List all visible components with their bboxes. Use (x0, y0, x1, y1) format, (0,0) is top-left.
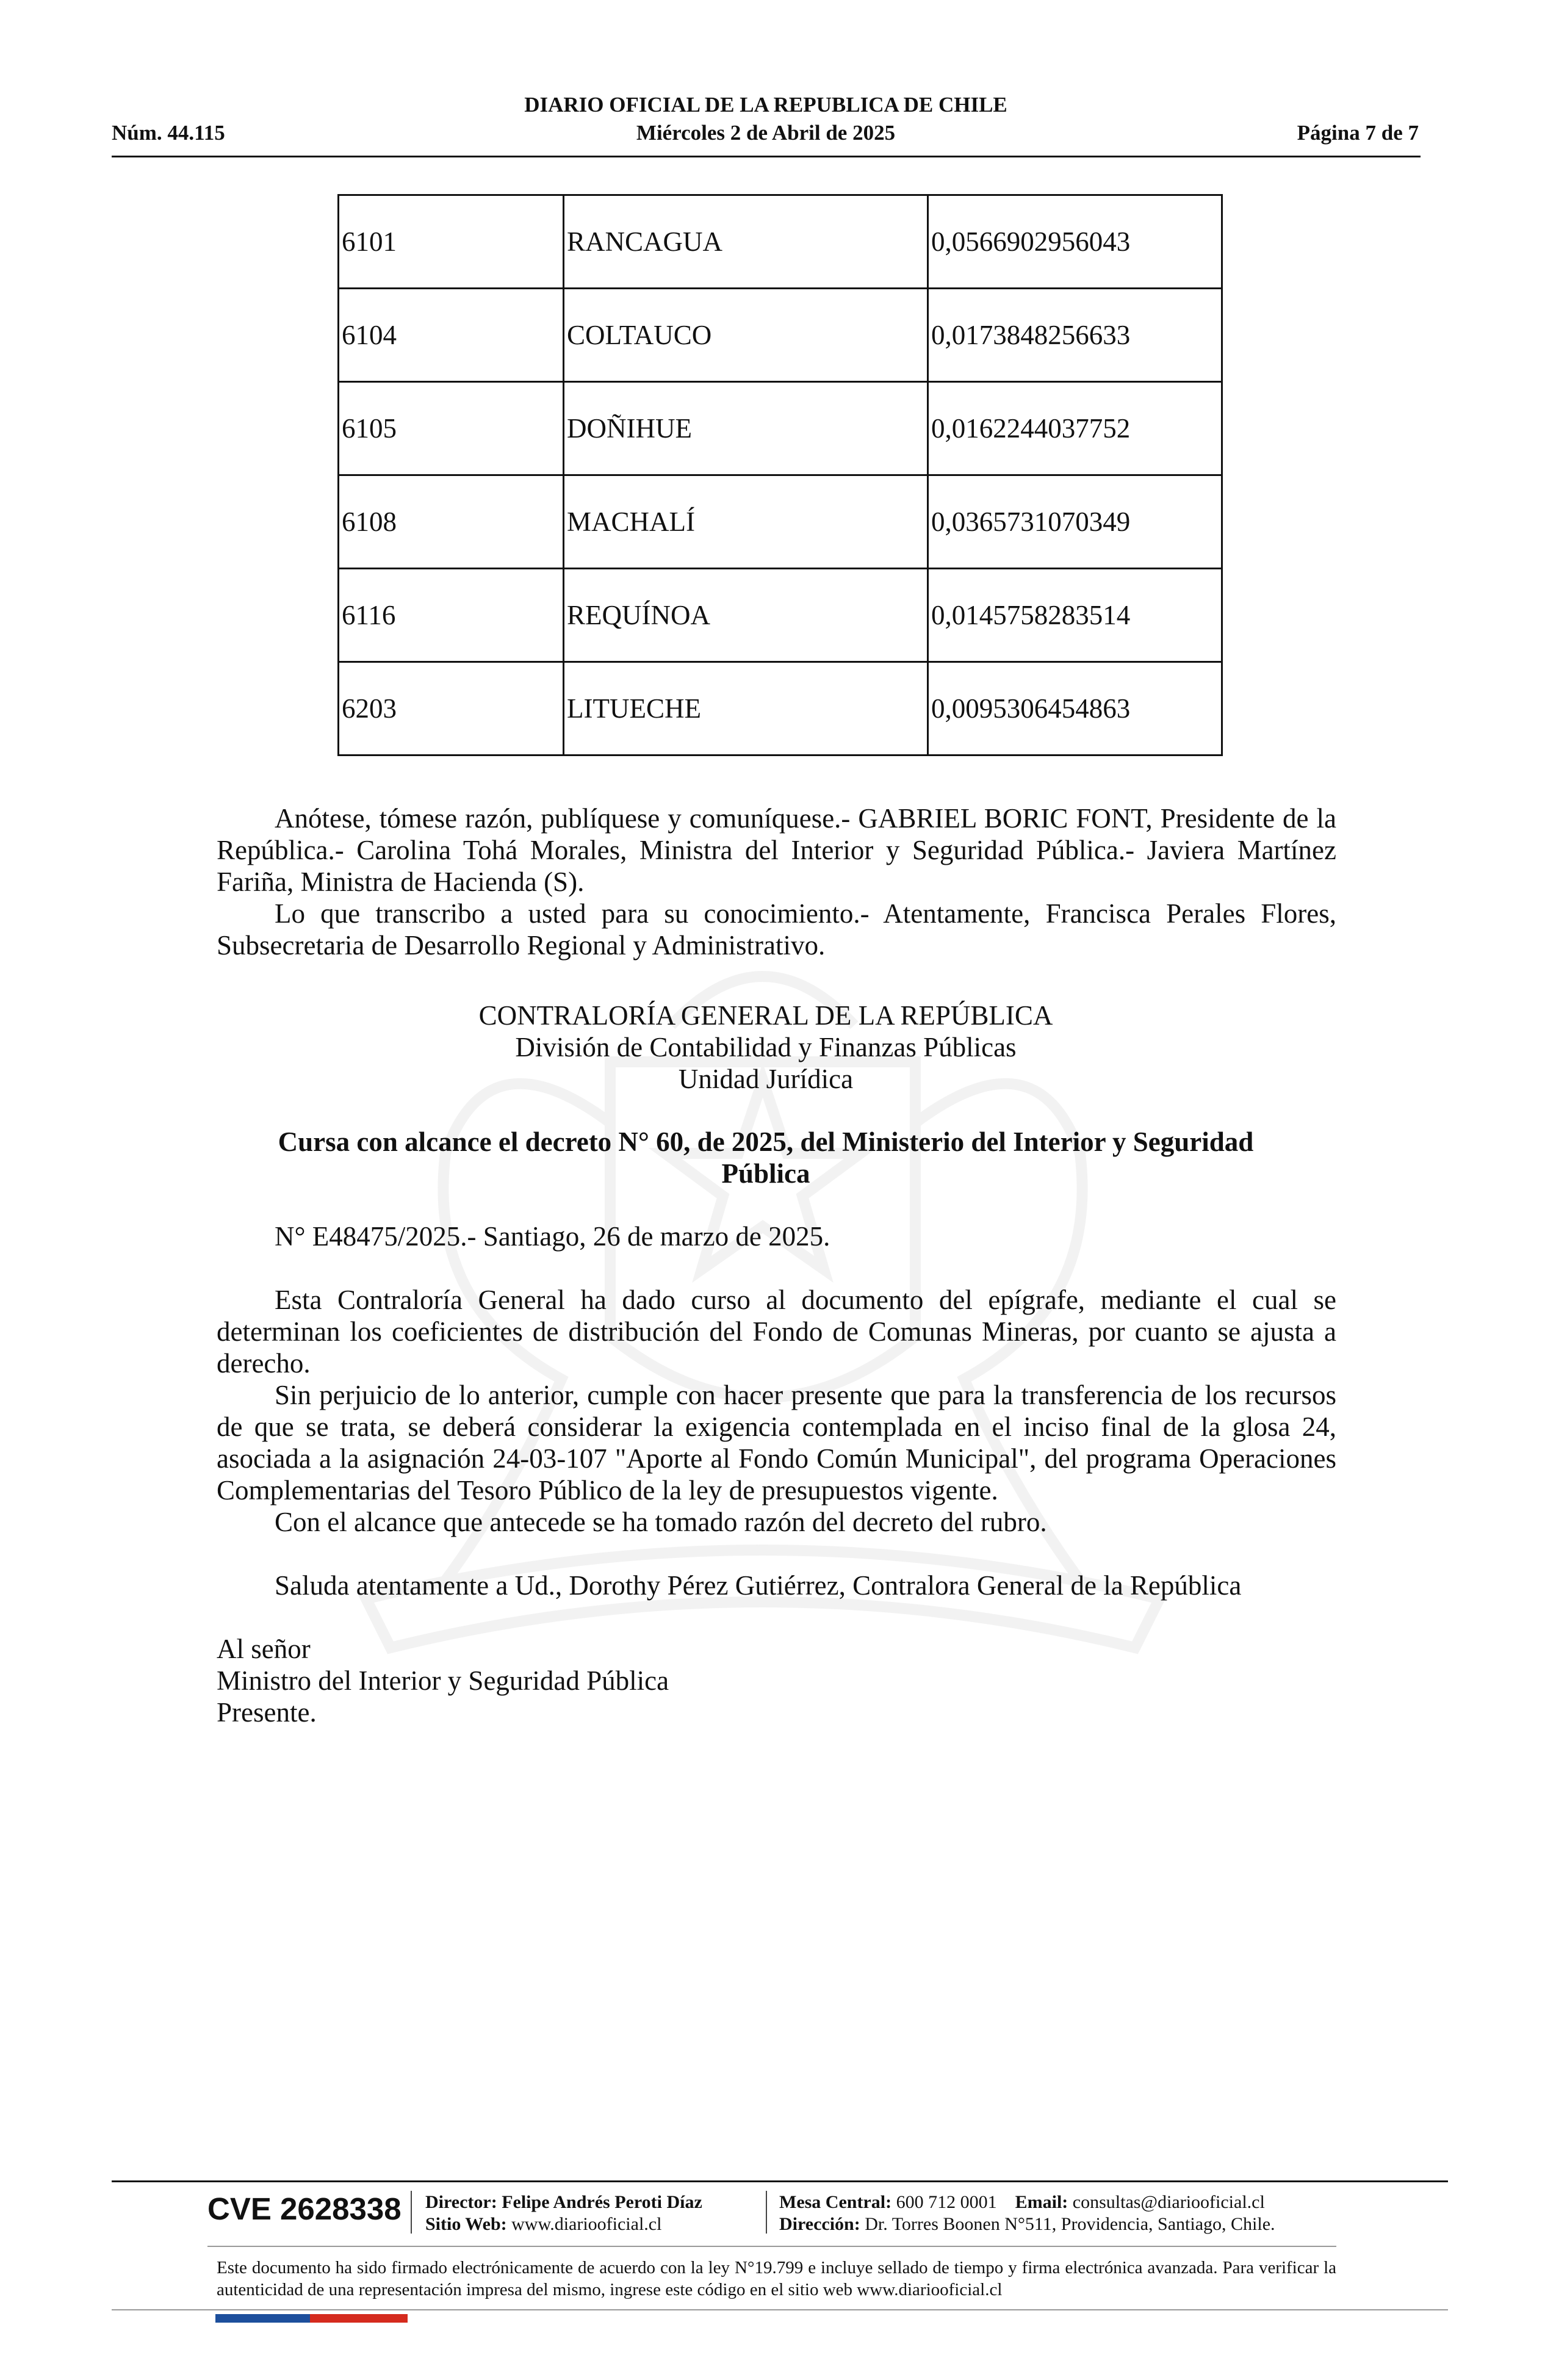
commune-name-cell: REQUÍNOA (564, 569, 928, 662)
resolution-heading-line2: Pública (721, 1158, 810, 1189)
header-divider (112, 156, 1421, 157)
issue-number: Núm. 44.115 (112, 121, 225, 145)
decree-signatures: Anótese, tómese razón, publíquese y comuníquese.- GABRIEL BORIC FONT, Presidente de la República.- Carolina Tohá Morales, Ministra del Interior y Seguridad Pública.- Javiera Martínez Fariña, Ministra de Hacienda (S). (217, 803, 1336, 897)
coefficient-cell: 0,0566902956043 (928, 195, 1222, 289)
footer-divider-top (112, 2180, 1448, 2182)
commune-code-cell: 6116 (339, 569, 564, 662)
newspaper-title: DIARIO OFICIAL DE LA REPUBLICA DE CHILE (524, 93, 1007, 117)
footer-director: Director: Felipe Andrés Peroti Díaz (425, 2192, 702, 2212)
website-link[interactable]: www.diariooficial.cl (511, 2214, 662, 2234)
coefficients-table (337, 194, 1223, 756)
commune-code-cell: 6203 (339, 662, 564, 755)
footer-legal-notice: Este documento ha sido firmado electrónicamente de acuerdo con la ley N°19.799 e incluye sellado de tiempo y firma electrónica avanzada. Para verificar la autenticidad de una representación impresa del mismo, ingrese este código en el sitio web www.diariooficial.cl (217, 2258, 1336, 2299)
commune-code-cell: 6108 (339, 475, 564, 569)
table-row (339, 289, 1222, 382)
table-row (339, 662, 1222, 755)
footer-divider-bottom (112, 2309, 1448, 2310)
coefficient-cell: 0,0145758283514 (928, 569, 1222, 662)
footer-address: Dirección: Dr. Torres Boonen N°511, Providencia, Santiago, Chile. (779, 2214, 1275, 2234)
commune-name-cell: RANCAGUA (564, 195, 928, 289)
addressee-line-1: Al señor (217, 1634, 311, 1664)
flag-bar-red (310, 2314, 408, 2323)
commune-code-cell: 6105 (339, 382, 564, 475)
resolution-reference: N° E48475/2025.- Santiago, 26 de marzo de 2025. (275, 1221, 830, 1252)
footer-website: Sitio Web: www.diariooficial.cl (425, 2214, 662, 2234)
footer-separator (411, 2191, 412, 2234)
contraloria-unit: Unidad Jurídica (678, 1064, 854, 1094)
coefficient-cell: 0,0162244037752 (928, 382, 1222, 475)
table-row (339, 382, 1222, 475)
coefficient-cell: 0,0095306454863 (928, 662, 1222, 755)
resolution-paragraph-2: Sin perjuicio de lo anterior, cumple con hacer presente que para la transferencia de los recursos de que se trata, se deberá considerar la exigencia contemplada en el inciso final de la glosa 24, asociada a la asignación 24-03-107 "Aporte al Fondo Común Municipal", del programa Operaciones Complementarias del Tesoro Público de la ley de presupuestos vigente. (217, 1380, 1336, 1506)
commune-code-cell: 6104 (339, 289, 564, 382)
coefficient-cell: 0,0173848256633 (928, 289, 1222, 382)
footer-contact: Mesa Central: 600 712 0001 Email: consultas@diariooficial.cl (779, 2192, 1265, 2212)
commune-name-cell: DOÑIHUE (564, 382, 928, 475)
commune-name-cell: MACHALÍ (564, 475, 928, 569)
email-link[interactable]: consultas@diariooficial.cl (1072, 2192, 1265, 2212)
addressee-line-2: Ministro del Interior y Seguridad Pública (217, 1665, 669, 1696)
footer-divider-mid (207, 2246, 1336, 2247)
page-number: Página 7 de 7 (1297, 121, 1419, 145)
table-row (339, 475, 1222, 569)
resolution-paragraph-3: Con el alcance que antecede se ha tomado razón del decreto del rubro. (275, 1507, 1047, 1537)
coefficient-cell: 0,0365731070349 (928, 475, 1222, 569)
contraloria-org: CONTRALORÍA GENERAL DE LA REPÚBLICA (478, 1000, 1053, 1031)
addressee-line-3: Presente. (217, 1697, 317, 1728)
cve-code: CVE 2628338 (207, 2191, 402, 2226)
flag-bar-blue (215, 2314, 310, 2323)
transcription-note: Lo que transcribo a usted para su conocimiento.- Atentamente, Francisca Perales Flores, Subsecretaria de Desarrollo Regional y Administrativo. (217, 898, 1336, 961)
table-row (339, 195, 1222, 289)
table-row (339, 569, 1222, 662)
commune-code-cell: 6101 (339, 195, 564, 289)
commune-name-cell: COLTAUCO (564, 289, 928, 382)
commune-name-cell: LITUECHE (564, 662, 928, 755)
greeting: Saluda atentamente a Ud., Dorothy Pérez Gutiérrez, Contralora General de la República (275, 1570, 1242, 1601)
resolution-heading-line1: Cursa con alcance el decreto N° 60, de 2025, del Ministerio del Interior y Seguridad (278, 1127, 1254, 1157)
footer-separator (766, 2191, 767, 2234)
contraloria-division: División de Contabilidad y Finanzas Públicas (515, 1032, 1017, 1062)
resolution-paragraph-1: Esta Contraloría General ha dado curso al documento del epígrafe, mediante el cual se determinan los coeficientes de distribución del Fondo de Comunas Mineras, por cuanto se ajusta a derecho. (217, 1285, 1336, 1379)
issue-date: Miércoles 2 de Abril de 2025 (636, 121, 896, 145)
